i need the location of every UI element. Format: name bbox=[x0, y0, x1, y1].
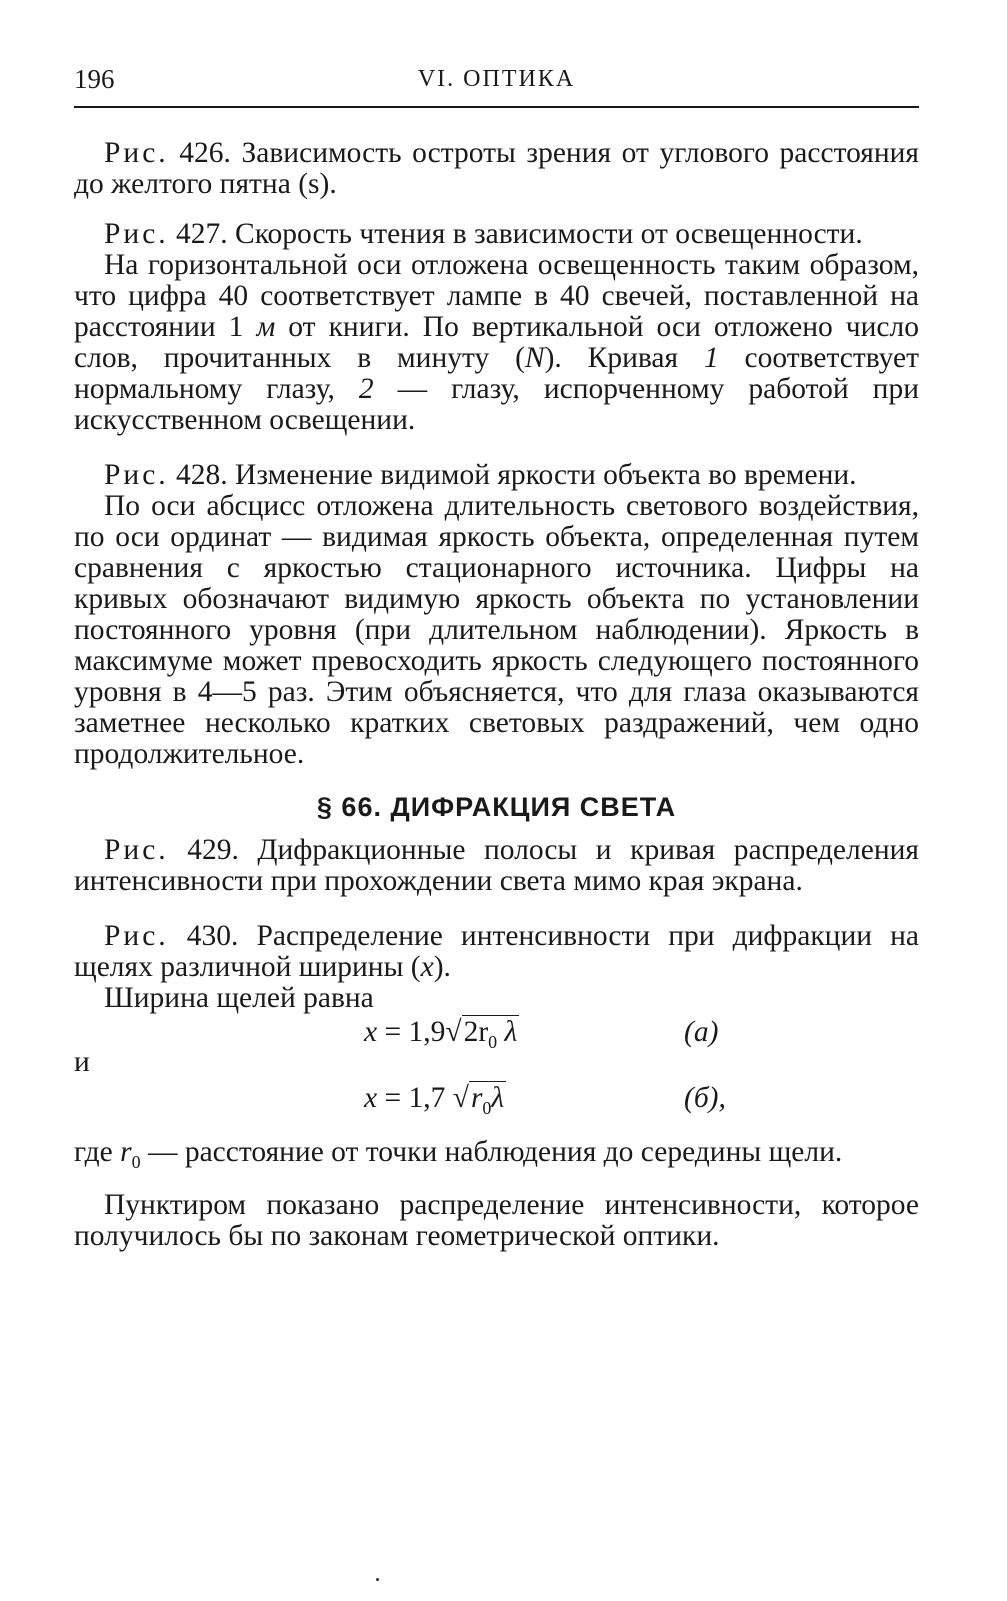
radicand bbox=[469, 1081, 506, 1118]
formula-a-row bbox=[74, 1014, 919, 1052]
radicand-part: 2r bbox=[463, 1016, 489, 1048]
math-symbol: x bbox=[420, 951, 434, 983]
conjunction-row bbox=[74, 1046, 919, 1080]
caption-fig-426 bbox=[74, 138, 919, 200]
page-number: 196 bbox=[74, 64, 115, 94]
caption-text: 429. Дифракционные полосы и кривая распределения интенсивности при прохождении света мимо края экрана. bbox=[74, 834, 919, 897]
radicand-part: λ bbox=[491, 1082, 505, 1114]
body-text: ). Кривая bbox=[544, 342, 704, 374]
caption-text: 430. Распределение интенсивности при дифракции на щелях различной ширины ( bbox=[74, 920, 919, 983]
formula-eq: = 1,9 bbox=[377, 1016, 446, 1048]
fig-label: Рис. bbox=[104, 218, 169, 250]
running-title: VI. ОПТИКА bbox=[417, 66, 576, 92]
sqrt-sign-icon: √ bbox=[445, 1016, 462, 1048]
section-heading: § 66. ДИФРАКЦИЯ СВЕТА bbox=[316, 792, 677, 822]
body-text: — глазу, испорченному работой при искусственном освещении. bbox=[74, 373, 919, 436]
math-symbol: N bbox=[524, 342, 545, 374]
formula-b bbox=[364, 1082, 506, 1119]
fig-label: Рис. bbox=[104, 920, 169, 952]
sqrt-sign-icon: √ bbox=[452, 1082, 469, 1114]
width-intro: Ширина щелей равна bbox=[104, 982, 374, 1014]
header-rule bbox=[74, 106, 919, 108]
caption-text: 427. Скорость чтения в зависимости от освещенности. bbox=[168, 218, 863, 250]
formula-lhs: x bbox=[364, 1016, 378, 1048]
math-subscript: 0 bbox=[131, 1151, 141, 1172]
fig-label: Рис. bbox=[104, 834, 169, 866]
body-text: соответствует нормальному глазу, bbox=[74, 342, 919, 405]
radicand bbox=[462, 1015, 520, 1052]
radicand-part: λ bbox=[497, 1016, 518, 1048]
page-header bbox=[74, 58, 919, 98]
caption-fig-429 bbox=[74, 835, 919, 897]
fig-label: Рис. bbox=[104, 137, 169, 169]
curve-number: 1 bbox=[703, 342, 719, 374]
caption-fig-428 bbox=[74, 460, 919, 491]
caption-fig-430 bbox=[74, 921, 919, 983]
formula-b-row bbox=[74, 1080, 919, 1118]
formula-a bbox=[364, 1016, 519, 1053]
dotted-line-note: Пунктиром показано распределение интенсивности, которое получилось бы по законам геометрической оптики. bbox=[74, 1188, 919, 1252]
caption-text: 426. Зависимость остроты зрения от углового расстояния до желтого пятна (s). bbox=[74, 137, 919, 200]
description-fig-428: По оси абсцисс отложена длительность светового воздействия, по оси ординат — видимая яркость объекта, определенная путем сравнения с яркостью стационарного источника. Цифры на кривых обозначают видимую яркость объекта по установлении постоянного уровня (при длительном наблюдении). Яркость в максимуме может превосходить яркость следующего постоянного уровня в 4—5 раз. Этим объясняется, что для глаза оказываются заметнее несколько кратких световых раздражений, чем одно продолжительное. bbox=[74, 490, 919, 770]
formula-eq: = 1,7 bbox=[377, 1082, 453, 1114]
book-page bbox=[74, 58, 919, 1252]
conjunction: и bbox=[74, 1046, 90, 1078]
caption-fig-427 bbox=[74, 219, 919, 250]
body-text: На горизонтальной оси отложена освещенность таким образом, что цифра 40 соответствует лампе в 40 свечей, поставленной на расстоянии 1 bbox=[74, 249, 919, 343]
body-text: — расстояние от точки наблюдения до середины щели. bbox=[140, 1136, 843, 1168]
where-clause bbox=[74, 1137, 919, 1178]
body-text: где bbox=[74, 1136, 121, 1168]
radicand-part: r bbox=[470, 1082, 483, 1114]
math-symbol: r bbox=[120, 1136, 132, 1168]
scan-speck bbox=[376, 1578, 379, 1581]
unit-symbol: м bbox=[256, 311, 276, 343]
fig-label: Рис. bbox=[104, 459, 169, 491]
formula-a-label: (a) bbox=[684, 1016, 719, 1048]
caption-text: 428. Изменение видимой яркости объекта во времени. bbox=[168, 459, 857, 491]
formula-lhs: x bbox=[364, 1082, 378, 1114]
description-fig-427 bbox=[74, 250, 919, 436]
radicand-sub: 0 bbox=[482, 1097, 492, 1118]
formula-b-label: (б), bbox=[684, 1082, 726, 1114]
radicand-sub: 0 bbox=[488, 1031, 498, 1052]
curve-number: 2 bbox=[358, 373, 374, 405]
caption-text: ). bbox=[433, 951, 451, 983]
body-text: от книги. По вертикальной оси отложено число слов, прочитанных в минуту ( bbox=[74, 311, 919, 374]
